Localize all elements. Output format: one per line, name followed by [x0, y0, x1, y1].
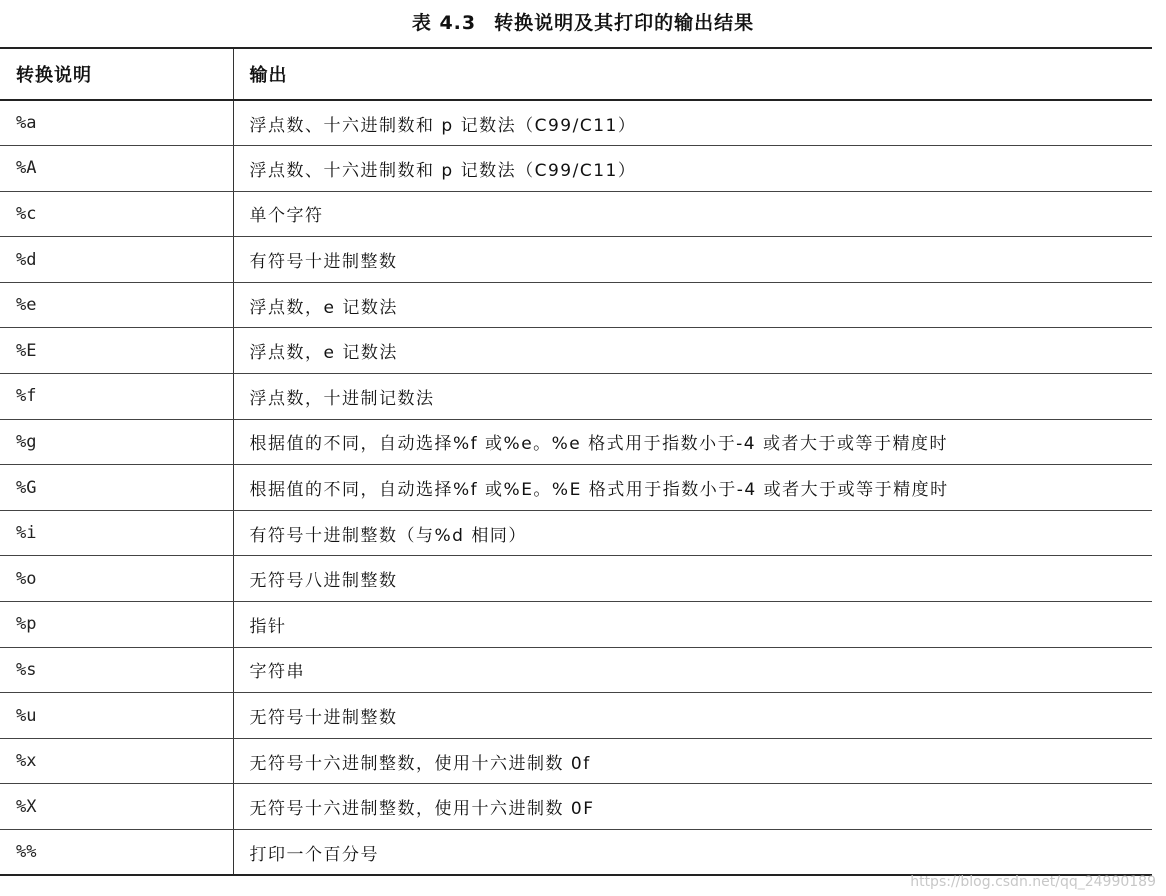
output-cell: 无符号十进制整数: [233, 693, 1152, 739]
table-caption: [0, 10, 1166, 36]
spec-cell: %a: [0, 100, 233, 146]
spec-cell: %o: [0, 556, 233, 602]
output-cell: 有符号十进制整数（与%d 相同）: [233, 510, 1152, 556]
output-cell: 单个字符: [233, 191, 1152, 237]
output-cell: 浮点数，e 记数法: [233, 282, 1152, 328]
table-row: [0, 693, 1152, 739]
watermark-url: https://blog.csdn.net/qq_24990189: [910, 874, 1156, 890]
table-row: [0, 191, 1152, 237]
output-cell: 根据值的不同，自动选择%f 或%e。%e 格式用于指数小于-4 或者大于或等于精度时: [233, 419, 1152, 465]
table-row: [0, 510, 1152, 556]
table-row: [0, 556, 1152, 602]
spec-cell: %E: [0, 328, 233, 374]
spec-cell: %A: [0, 146, 233, 192]
table-row: [0, 100, 1152, 146]
spec-cell: %u: [0, 693, 233, 739]
table-row: [0, 419, 1152, 465]
output-cell: 打印一个百分号: [233, 830, 1152, 876]
output-cell: 浮点数，十进制记数法: [233, 374, 1152, 420]
spec-cell: %%: [0, 830, 233, 876]
table-number: 表 4.3: [411, 12, 477, 34]
table-row: [0, 237, 1152, 283]
table-row: [0, 784, 1152, 830]
spec-cell: %f: [0, 374, 233, 420]
spec-cell: %x: [0, 738, 233, 784]
spec-cell: %G: [0, 465, 233, 511]
table-title: 转换说明及其打印的输出结果: [494, 12, 755, 34]
spec-cell: %p: [0, 602, 233, 648]
spec-cell: %g: [0, 419, 233, 465]
output-cell: 指针: [233, 602, 1152, 648]
output-cell: 无符号八进制整数: [233, 556, 1152, 602]
spec-cell: %s: [0, 647, 233, 693]
column-header-spec: 转换说明: [0, 48, 233, 100]
table-header-row: [0, 48, 1152, 100]
table-row: [0, 830, 1152, 876]
column-header-output: 输出: [233, 48, 1152, 100]
output-cell: 根据值的不同，自动选择%f 或%E。%E 格式用于指数小于-4 或者大于或等于精度时: [233, 465, 1152, 511]
spec-cell: %e: [0, 282, 233, 328]
spec-cell: %d: [0, 237, 233, 283]
output-cell: 无符号十六进制整数，使用十六进制数 0f: [233, 738, 1152, 784]
output-cell: 浮点数、十六进制数和 p 记数法（C99/C11）: [233, 146, 1152, 192]
output-cell: 浮点数，e 记数法: [233, 328, 1152, 374]
output-cell: 字符串: [233, 647, 1152, 693]
spec-cell: %X: [0, 784, 233, 830]
conversion-table: [0, 47, 1152, 876]
table-row: [0, 465, 1152, 511]
table-row: [0, 738, 1152, 784]
table-row: [0, 328, 1152, 374]
table-row: [0, 146, 1152, 192]
table-row: [0, 602, 1152, 648]
spec-cell: %i: [0, 510, 233, 556]
output-cell: 无符号十六进制整数，使用十六进制数 0F: [233, 784, 1152, 830]
output-cell: 浮点数、十六进制数和 p 记数法（C99/C11）: [233, 100, 1152, 146]
spec-cell: %c: [0, 191, 233, 237]
table-row: [0, 282, 1152, 328]
output-cell: 有符号十进制整数: [233, 237, 1152, 283]
table-row: [0, 647, 1152, 693]
table-row: [0, 374, 1152, 420]
